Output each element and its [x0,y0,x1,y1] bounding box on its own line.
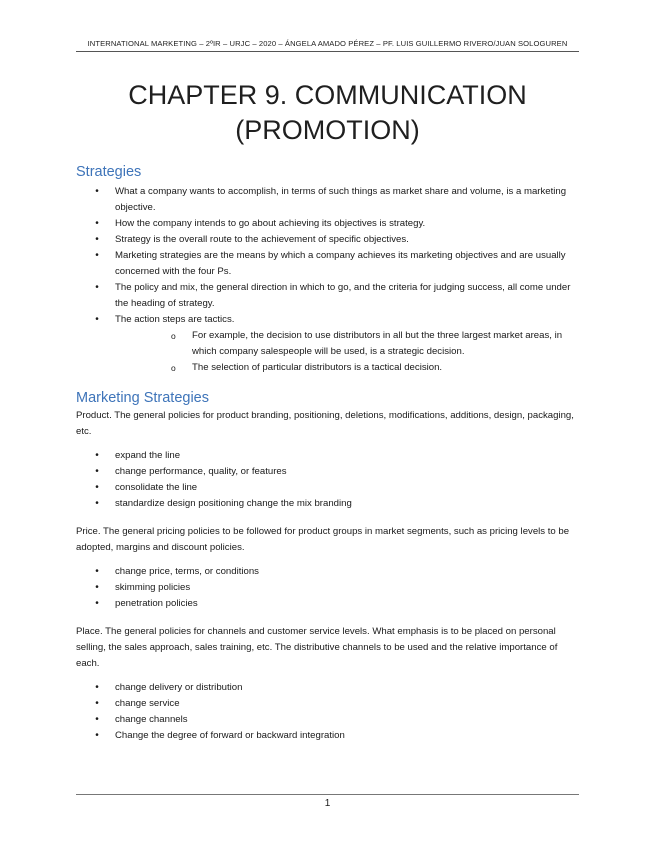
product-paragraph: Product. The general policies for product branding, positioning, deletions, modifications, additions, design, packaging, etc. [76,410,574,437]
list-item [76,216,579,232]
price-paragraph: Price. The general pricing policies to be followed for product groups in market segments, such as pricing levels to be adopted, margins and discount policies. [76,526,570,553]
list-item [76,596,579,612]
list-item-text: change service [115,698,180,709]
list-item [76,496,579,512]
bullet-icon: • [95,498,99,509]
page-content [76,162,579,744]
list-item [76,680,579,696]
bullet-icon: • [95,582,99,593]
bullet-icon: • [95,714,99,725]
bullet-icon: • [95,598,99,609]
list-item [76,480,579,496]
bullet-icon: • [95,566,99,577]
sub-list-item [115,328,579,360]
bullet-icon: • [95,314,99,325]
sub-list-item-text: For example, the decision to use distributors in all but the three largest market areas, in which company salespeople will be used, is a strategic decision. [192,330,563,357]
bullet-icon: • [95,234,99,245]
place-paragraph: Place. The general policies for channels and customer service levels. What emphasis is to be placed on personal selling, the sales approach, sales training, etc. The distributive channels to be used and the relative importance of each. [76,626,558,669]
list-item-text: Marketing strategies are the means by which a company achieves its marketing objectives and are usually concerned with the four Ps. [115,250,566,277]
header-rule [76,51,579,52]
chapter-title-line2: (PROMOTION) [235,115,420,145]
bullet-icon: • [95,450,99,461]
strategies-list [76,184,579,376]
page-number: 1 [324,798,331,809]
list-item-text: change channels [115,714,188,725]
list-item-text: How the company intends to go about achieving its objectives is strategy. [115,218,426,229]
list-item [76,696,579,712]
list-item-text: change performance, quality, or features [115,466,287,477]
section-heading-strategies: Strategies [76,164,142,180]
bullet-icon: • [95,282,99,293]
list-item [76,580,579,596]
bullet-icon: • [95,730,99,741]
list-item [76,564,579,580]
chapter-title-line1: CHAPTER 9. COMMUNICATION [128,80,527,110]
list-item [76,280,579,312]
list-item-text: skimming policies [115,582,191,593]
list-item-text: What a company wants to accomplish, in terms of such things as market share and volume, is a marketing objective. [115,186,567,213]
list-item-text: The action steps are tactics. [115,314,235,325]
circle-bullet-icon: o [171,331,176,341]
bullet-icon: • [95,466,99,477]
bullet-icon: • [95,698,99,709]
running-header: INTERNATIONAL MARKETING – 2ºIR – URJC – 2020 – ÁNGELA AMADO PÉREZ – PF. LUIS GUILLERMO RIVERO/JUAN SOLOGUREN [87,39,568,48]
tactics-sublist [115,328,579,376]
bullet-icon: • [95,482,99,493]
list-item [76,184,579,216]
list-item [76,232,579,248]
section-heading-marketing-strategies: Marketing Strategies [76,390,209,406]
list-item-text: penetration policies [115,598,198,609]
list-item [76,448,579,464]
bullet-icon: • [95,186,99,197]
list-item [76,712,579,728]
bullet-icon: • [95,218,99,229]
list-item-text: change delivery or distribution [115,682,243,693]
chapter-title [76,78,579,148]
list-item-text: Change the degree of forward or backward integration [115,730,345,741]
price-list [76,564,579,612]
circle-bullet-icon: o [171,363,176,373]
place-list [76,680,579,744]
list-item-text: change price, terms, or conditions [115,566,259,577]
footer-rule [76,794,579,795]
list-item-text: The policy and mix, the general direction in which to go, and the criteria for judging success, all come under the heading of strategy. [115,282,571,309]
bullet-icon: • [95,682,99,693]
list-item [76,464,579,480]
bullet-icon: • [95,250,99,261]
list-item [76,248,579,280]
list-item-text: expand the line [115,450,181,461]
sub-list-item [115,360,579,376]
list-item-text: standardize design positioning change the mix branding [115,498,352,509]
sub-list-item-text: The selection of particular distributors is a tactical decision. [192,362,443,373]
list-item-text: Strategy is the overall route to the achievement of specific objectives. [115,234,409,245]
list-item-text: consolidate the line [115,482,198,493]
list-item [76,728,579,744]
list-item [76,312,579,376]
product-list [76,448,579,512]
